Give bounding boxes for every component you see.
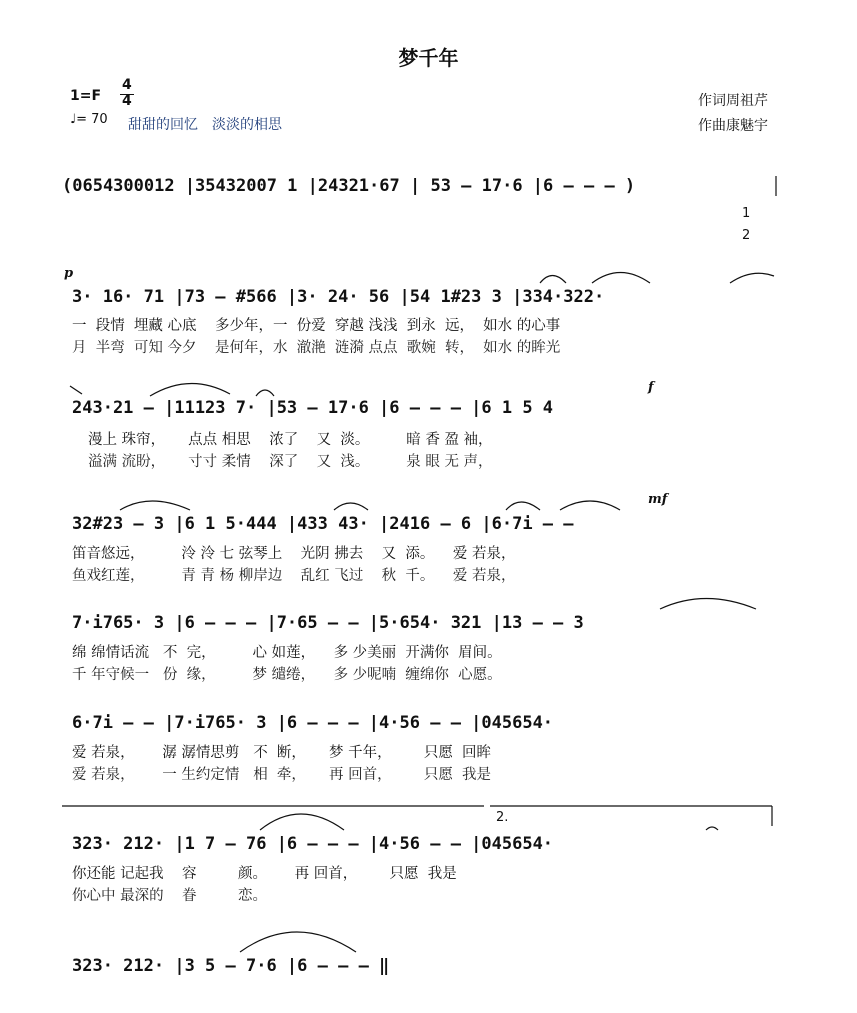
slur bbox=[560, 501, 620, 510]
lyrics-row-6-verse-1: 爱 若泉， 潺 潺情思剪 不 断， 梦 千年， 只愿 回眸 bbox=[72, 745, 492, 761]
lyrics-row-5-verse-1: 绵 绵情话流 不 完， 心 如莲， 多 少美丽 开满你 眉间。 bbox=[72, 645, 502, 661]
slur bbox=[120, 501, 190, 510]
notation-row-7: 323· 212· |1 7 – 76 |6 – – – |4·56 – – |045654· bbox=[72, 834, 554, 854]
tempo-marking: ♩= 70 bbox=[70, 112, 108, 127]
lyrics-row-4-verse-2: 鱼戏红莲， 青 青 杨 柳岸边 乱红 飞过 秋 千。 爱 若泉， bbox=[72, 568, 516, 584]
lyrics-row-2-verse-1: 一 段情 埋藏 心底 多少年，一 份爱 穿越 浅浅 到永 远， 如水 的心事 bbox=[72, 318, 561, 334]
notation-row-8: 323· 212· |3 5 – 7·6 |6 – – – ‖ bbox=[72, 956, 390, 976]
slur bbox=[706, 827, 718, 830]
key-signature: 1=F bbox=[70, 88, 102, 104]
volta-number-1: 1 bbox=[742, 206, 751, 221]
lyrics-row-6-verse-2: 爱 若泉， 一 生约定情 相 牵， 再 回首， 只愿 我是 bbox=[72, 767, 492, 783]
time-signature-bottom: 4 bbox=[122, 93, 132, 109]
lyrics-row-5-verse-2: 千 年守候一 份 缘， 梦 缱绻， 多 少呢喃 缠绵你 心愿。 bbox=[72, 667, 502, 683]
composer-credit: 作曲康魅宇 bbox=[698, 118, 768, 134]
time-signature-top: 4 bbox=[122, 77, 132, 93]
lyricist-credit: 作词周祖芹 bbox=[698, 93, 768, 109]
slur bbox=[70, 386, 82, 394]
slur bbox=[256, 390, 274, 396]
slur bbox=[660, 599, 756, 610]
lyrics-row-4-verse-1: 笛音悠远， 泠 泠 七 弦琴上 光阴 拂去 又 添。 爱 若泉， bbox=[72, 546, 516, 562]
song-title: 梦千年 bbox=[398, 46, 459, 70]
volta-number-2: 2 bbox=[742, 228, 751, 243]
dynamic-f: f bbox=[648, 380, 654, 395]
notation-row-3: 243·21 – |11123 7· |53 – 17·6 |6 – – – |6 1 5 4 bbox=[72, 398, 554, 418]
lyrics-row-2-verse-2: 月 半弯 可知 今夕 是何年，水 澈滟 涟漪 点点 歌婉 转， 如水 的眸光 bbox=[72, 340, 561, 356]
volta-ending-2: 2. bbox=[496, 810, 509, 825]
slur bbox=[240, 932, 356, 952]
slur bbox=[506, 502, 540, 510]
slur bbox=[334, 503, 368, 510]
slur bbox=[540, 276, 566, 284]
dynamic-p: p bbox=[64, 266, 74, 281]
slur bbox=[150, 383, 230, 396]
lyrics-row-7-verse-1: 你还能 记起我 容 颜。 再 回首， 只愿 我是 bbox=[72, 866, 457, 882]
lyrics-row-7-verse-2: 你心中 最深的 眷 恋。 bbox=[72, 888, 268, 904]
notation-row-6: 6·7i – – |7·i765· 3 |6 – – – |4·56 – – |045654· bbox=[72, 713, 554, 733]
lyrics-row-3-verse-1: 漫上 珠帘， 点点 相思 浓了 又 淡。 暗 香 盈 袖， bbox=[88, 432, 493, 448]
notation-row-4: 32#23 – 3 |6 1 5·444 |433 43· |2416 – 6 |6·7i – – bbox=[72, 514, 574, 534]
slur bbox=[592, 273, 650, 284]
notation-row-5: 7·i765· 3 |6 – – – |7·65 – – |5·654· 321 |13 – – 3 bbox=[72, 613, 584, 633]
lyrics-row-3-verse-2: 溢满 流盼， 寸寸 柔情 深了 又 浅。 泉 眼 无 声， bbox=[88, 454, 493, 470]
slur bbox=[260, 814, 344, 830]
subtitle: 甜甜的回忆 淡淡的相思 bbox=[128, 117, 282, 133]
notation-row-2: 3· 16· 71 |73 – #566 |3· 24· 56 |54 1#23 3 |334·322· bbox=[72, 287, 605, 307]
slur bbox=[730, 273, 774, 283]
dynamic-mf: mf bbox=[648, 492, 668, 507]
notation-row-1: (0654300012 |35432007 1 |24321·67 | 53 – 17·6 |6 – – – ) bbox=[62, 176, 636, 196]
